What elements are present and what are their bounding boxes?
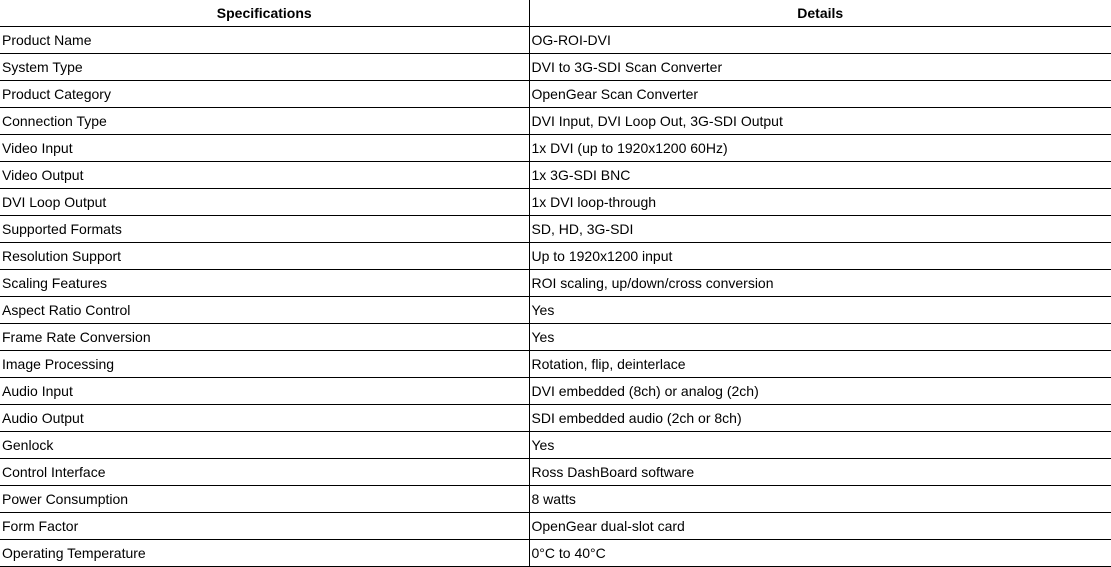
spec-value-cell: OpenGear dual-slot card (529, 513, 1111, 540)
spec-name-cell: Image Processing (0, 351, 529, 378)
spec-value-cell: Rotation, flip, deinterlace (529, 351, 1111, 378)
spec-value-cell: Yes (529, 432, 1111, 459)
spec-name-cell: Resolution Support (0, 243, 529, 270)
spec-value-cell: Ross DashBoard software (529, 459, 1111, 486)
spec-value-cell: 8 watts (529, 486, 1111, 513)
table-row (0, 81, 1111, 108)
spec-value-cell: DVI embedded (8ch) or analog (2ch) (529, 378, 1111, 405)
table-row (0, 162, 1111, 189)
spec-name-cell: Frame Rate Conversion (0, 324, 529, 351)
table-body (0, 27, 1111, 567)
spec-name-cell: Aspect Ratio Control (0, 297, 529, 324)
spec-name-cell: Audio Output (0, 405, 529, 432)
spec-value-cell: 0°C to 40°C (529, 540, 1111, 567)
column-header-specifications: Specifications (0, 0, 529, 27)
spec-name-cell: Product Category (0, 81, 529, 108)
table-row (0, 189, 1111, 216)
spec-value-cell: 1x DVI loop-through (529, 189, 1111, 216)
table-row (0, 297, 1111, 324)
spec-name-cell: System Type (0, 54, 529, 81)
table-row (0, 351, 1111, 378)
spec-name-cell: Control Interface (0, 459, 529, 486)
table-row (0, 270, 1111, 297)
table-row (0, 54, 1111, 81)
spec-name-cell: DVI Loop Output (0, 189, 529, 216)
spec-value-cell: Yes (529, 324, 1111, 351)
table-row (0, 513, 1111, 540)
spec-name-cell: Power Consumption (0, 486, 529, 513)
spec-value-cell: OpenGear Scan Converter (529, 81, 1111, 108)
table-row (0, 486, 1111, 513)
table-row (0, 216, 1111, 243)
table-row (0, 108, 1111, 135)
column-header-details: Details (529, 0, 1111, 27)
spec-value-cell: OG-ROI-DVI (529, 27, 1111, 54)
table-row (0, 378, 1111, 405)
table-row (0, 27, 1111, 54)
spec-name-cell: Supported Formats (0, 216, 529, 243)
spec-value-cell: ROI scaling, up/down/cross conversion (529, 270, 1111, 297)
table-row (0, 432, 1111, 459)
spec-value-cell: DVI Input, DVI Loop Out, 3G-SDI Output (529, 108, 1111, 135)
spec-name-cell: Scaling Features (0, 270, 529, 297)
spec-value-cell: Up to 1920x1200 input (529, 243, 1111, 270)
spec-name-cell: Audio Input (0, 378, 529, 405)
spec-name-cell: Genlock (0, 432, 529, 459)
spec-value-cell: Yes (529, 297, 1111, 324)
table-row (0, 405, 1111, 432)
spec-value-cell: SD, HD, 3G-SDI (529, 216, 1111, 243)
spec-name-cell: Video Input (0, 135, 529, 162)
table-header-row (0, 0, 1111, 27)
spec-value-cell: SDI embedded audio (2ch or 8ch) (529, 405, 1111, 432)
table-row (0, 135, 1111, 162)
spec-value-cell: 1x 3G-SDI BNC (529, 162, 1111, 189)
spec-name-cell: Video Output (0, 162, 529, 189)
spec-name-cell: Product Name (0, 27, 529, 54)
spec-name-cell: Connection Type (0, 108, 529, 135)
table-row (0, 540, 1111, 567)
spec-value-cell: 1x DVI (up to 1920x1200 60Hz) (529, 135, 1111, 162)
table-row (0, 459, 1111, 486)
spec-name-cell: Form Factor (0, 513, 529, 540)
spec-value-cell: DVI to 3G-SDI Scan Converter (529, 54, 1111, 81)
table-row (0, 324, 1111, 351)
spec-name-cell: Operating Temperature (0, 540, 529, 567)
table-row (0, 243, 1111, 270)
